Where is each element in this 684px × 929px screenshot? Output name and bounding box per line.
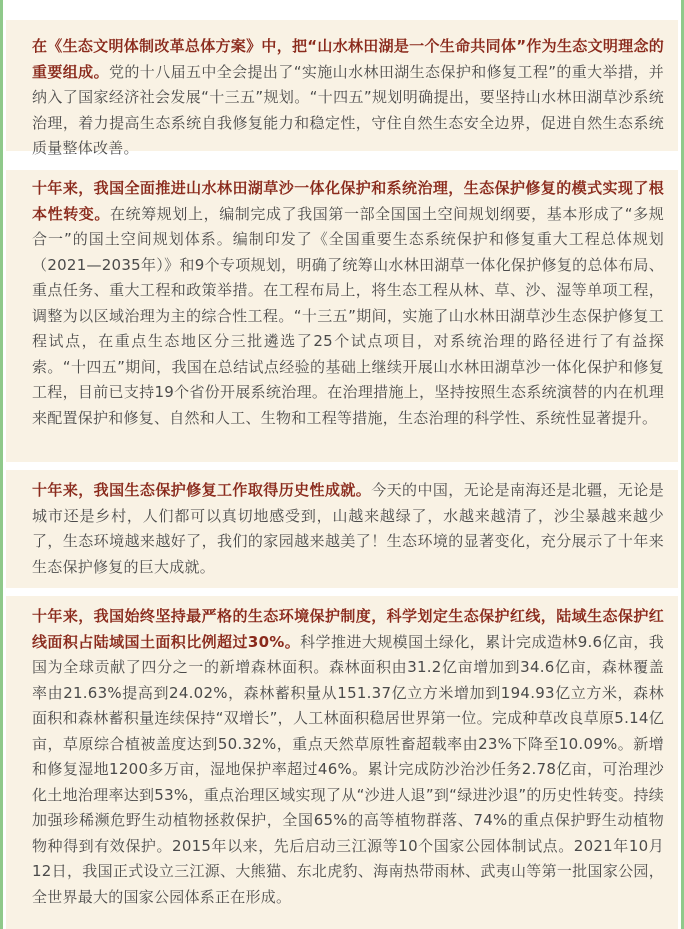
paragraph-block: [6, 170, 678, 462]
paragraph-lead: 十年来，我国始终坚持最严格的生态环境保护制度，科学划定生态保护红线，陆域生态保护红线面积占陆域国土面积比例超过30%。: [32, 607, 664, 651]
paragraph-body: 科学推进大规模国土绿化，累计完成造林9.6亿亩，我国为全球贡献了四分之一的新增森林面积。森林面积由31.2亿亩增加到34.6亿亩，森林覆盖率由21.63%提高到24.02%，森林蓄积量从151.37亿立方米增加到194.93亿立方米，森林面积和森林蓄积量连续保持“双增长”，人工林面积稳居世界第一位。完成种草改良草原5.14亿亩，草原综合植被盖度达到50.32%，重点天然草原牲畜超载率由23%下降至10.09%。新增和修复湿地1200多万亩，湿地保护率超过46%。累计完成防沙治沙任务2.78亿亩，可治理沙化土地治理率达到53%，重点治理区域实现了从“沙进人退”到“绿进沙退”的历史性转变。持续加强珍稀濒危野生动植物拯救保护，全国65%的高等植物群落、74%的重点保护野生动植物物种得到有效保护。2015年以来，先后启动三江源等10个国家公园体制试点。2021年10月12日，我国正式设立三江源、大熊猫、东北虎豹、海南热带雨林、武夷山等第一批国家公园，全世界最大的国家公园体系正在形成。: [32, 632, 665, 906]
paragraph: [32, 34, 664, 162]
paragraph-lead: 十年来，我国全面推进山水林田湖草沙一体化保护和系统治理，生态保护修复的模式实现了根本性转变。: [32, 179, 664, 223]
paragraph-lead: 在《生态文明体制改革总体方案》中，把“山水林田湖是一个生命共同体”作为生态文明理念的重要组成。: [32, 37, 664, 81]
paragraph-block: [6, 596, 678, 929]
paragraph: [32, 604, 664, 910]
paragraph-block: [6, 20, 678, 157]
paragraph-body: 党的十八届五中全会提出了“实施山水林田湖生态保护和修复工程”的重大举措，并纳入了国家经济社会发展“十三五”规划。“十四五”规划明确提出，要坚持山水林田湖草沙系统治理，着力提高生态系统自我修复能力和稳定性，守住自然生态安全边界，促进自然生态系统质量整体改善。: [32, 62, 664, 157]
paragraph-body: 今天的中国，无论是南海还是北疆，无论是城市还是乡村，人们都可以真切地感受到，山越来越绿了，水越来越清了，沙尘暴越来越少了，生态环境越来越好了，我们的家园越来越美了！生态环境的显著变化，充分展示了十年来生态保护修复的巨大成就。: [32, 481, 664, 576]
paragraph: [32, 478, 664, 580]
paragraph-block: [6, 470, 678, 588]
paragraph: [32, 176, 664, 431]
paragraph-body: 在统筹规划上，编制完成了我国第一部全国国土空间规划纲要，基本形成了“多规合一”的国土空间规划体系。编制印发了《全国重要生态系统保护和修复重大工程总体规划（2021—2035年）》和9个专项规划，明确了统筹山水林田湖草一体化保护修复的总体布局、重点任务、重大工程和政策举措。在工程布局上，将生态工程从林、草、沙、湿等单项工程，调整为以区域治理为主的综合性工程。“十三五”期间，实施了山水林田湖草沙生态保护修复工程试点，在重点生态地区分三批遴选了25个试点项目，对系统治理的路径进行了有益探索。“十四五”期间，我国在总结试点经验的基础上继续开展山水林田湖草沙一体化保护和修复工程，目前已支持19个省份开展系统治理。在治理措施上，坚持按照生态系统演替的内在机理来配置保护和修复、自然和人工、生物和工程等措施，生态治理的科学性、系统性显著提升。: [32, 204, 664, 427]
paragraph-lead: 十年来，我国生态保护修复工作取得历史性成就。: [32, 481, 372, 499]
